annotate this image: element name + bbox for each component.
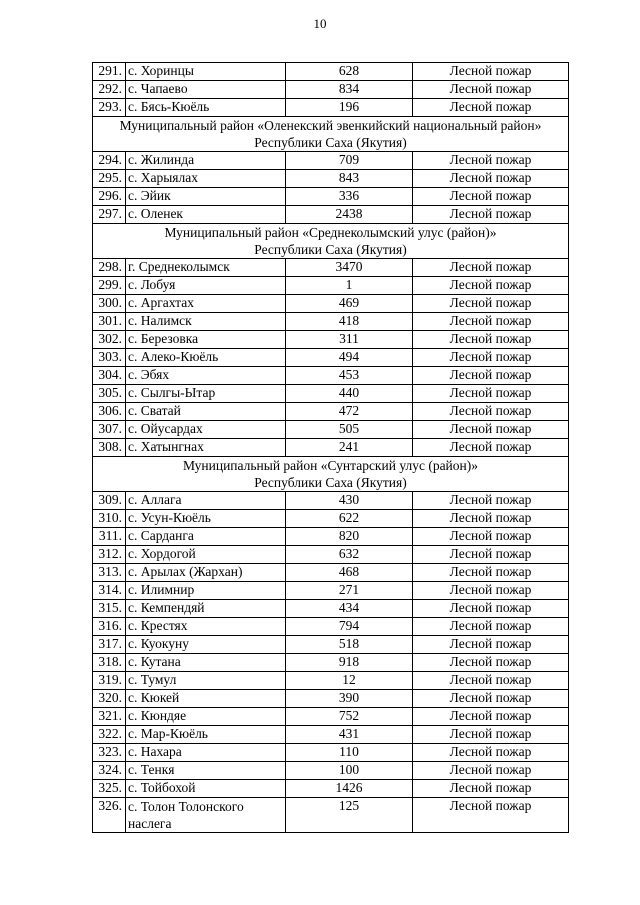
row-number-cell: 311. [93, 528, 126, 546]
settlement-name-cell: с. Эбях [126, 367, 286, 385]
population-cell: 834 [286, 81, 413, 99]
row-number-cell: 298. [93, 259, 126, 277]
row-number-cell: 296. [93, 188, 126, 206]
row-number-cell: 322. [93, 726, 126, 744]
population-cell: 3470 [286, 259, 413, 277]
table-row [93, 600, 569, 618]
population-cell: 110 [286, 744, 413, 762]
emergency-type-cell: Лесной пожар [413, 690, 569, 708]
population-cell: 390 [286, 690, 413, 708]
population-cell: 1 [286, 277, 413, 295]
emergency-type-cell: Лесной пожар [413, 546, 569, 564]
table-row [93, 636, 569, 654]
population-cell: 469 [286, 295, 413, 313]
table-row [93, 206, 569, 224]
settlement-name-cell: с. Алеко-Кюёль [126, 349, 286, 367]
settlement-name-cell: с. Куокуну [126, 636, 286, 654]
emergency-type-cell: Лесной пожар [413, 170, 569, 188]
table-row [93, 403, 569, 421]
emergency-type-cell: Лесной пожар [413, 528, 569, 546]
settlement-name-cell: с. Сылгы-Ытар [126, 385, 286, 403]
emergency-type-cell: Лесной пожар [413, 564, 569, 582]
page-number: 10 [313, 16, 327, 31]
population-cell: 505 [286, 421, 413, 439]
district-region: Республики Саха (Якутия) [254, 135, 407, 150]
population-cell: 311 [286, 331, 413, 349]
row-number-cell: 308. [93, 439, 126, 457]
emergency-type-cell: Лесной пожар [413, 152, 569, 170]
settlement-name-cell: с. Илимнир [126, 582, 286, 600]
population-cell: 440 [286, 385, 413, 403]
population-cell: 843 [286, 170, 413, 188]
emergency-type-cell: Лесной пожар [413, 385, 569, 403]
settlement-name-cell: с. Ойусардах [126, 421, 286, 439]
settlement-name-cell: с. Тойбохой [126, 780, 286, 798]
settlement-name-cell: с. Жилинда [126, 152, 286, 170]
row-number-cell: 306. [93, 403, 126, 421]
emergency-type-cell: Лесной пожар [413, 206, 569, 224]
table-row [93, 672, 569, 690]
population-cell: 472 [286, 403, 413, 421]
settlement-name-cell: с. Оленек [126, 206, 286, 224]
settlement-name-cell: с. Тенкя [126, 762, 286, 780]
emergency-type-cell: Лесной пожар [413, 618, 569, 636]
row-number-cell: 323. [93, 744, 126, 762]
row-number-cell: 294. [93, 152, 126, 170]
emergency-type-cell: Лесной пожар [413, 331, 569, 349]
population-cell: 494 [286, 349, 413, 367]
settlement-name-cell: с. Хордогой [126, 546, 286, 564]
table-row [93, 385, 569, 403]
row-number-cell: 319. [93, 672, 126, 690]
emergency-type-cell: Лесной пожар [413, 295, 569, 313]
table-row [93, 331, 569, 349]
row-number-cell: 297. [93, 206, 126, 224]
table-row [93, 744, 569, 762]
population-cell: 632 [286, 546, 413, 564]
table-row [93, 99, 569, 117]
row-number-cell: 318. [93, 654, 126, 672]
population-cell: 518 [286, 636, 413, 654]
population-cell: 709 [286, 152, 413, 170]
table-row [93, 690, 569, 708]
emergency-type-cell: Лесной пожар [413, 654, 569, 672]
row-number-cell: 293. [93, 99, 126, 117]
emergency-type-cell: Лесной пожар [413, 277, 569, 295]
settlement-name-cell: с. Кюкей [126, 690, 286, 708]
settlement-name-cell: с. Лобуя [126, 277, 286, 295]
settlement-name-cell: с. Мар-Кюёль [126, 726, 286, 744]
population-cell: 100 [286, 762, 413, 780]
emergency-type-cell: Лесной пожар [413, 726, 569, 744]
table-row [93, 798, 569, 833]
population-cell: 468 [286, 564, 413, 582]
population-cell: 125 [286, 798, 413, 833]
table-row [93, 564, 569, 582]
table-row [93, 188, 569, 206]
population-cell: 453 [286, 367, 413, 385]
settlement-name-cell: с. Харыялах [126, 170, 286, 188]
row-number-cell: 309. [93, 492, 126, 510]
emergency-type-cell: Лесной пожар [413, 349, 569, 367]
row-number-cell: 299. [93, 277, 126, 295]
row-number-cell: 326. [93, 798, 126, 833]
section-header-row [93, 117, 569, 152]
emergency-type-cell: Лесной пожар [413, 492, 569, 510]
population-cell: 196 [286, 99, 413, 117]
emergency-type-cell: Лесной пожар [413, 63, 569, 81]
row-number-cell: 291. [93, 63, 126, 81]
table-row [93, 439, 569, 457]
emergency-type-cell: Лесной пожар [413, 81, 569, 99]
row-number-cell: 320. [93, 690, 126, 708]
emergency-type-cell: Лесной пожар [413, 367, 569, 385]
row-number-cell: 307. [93, 421, 126, 439]
row-number-cell: 317. [93, 636, 126, 654]
settlement-name-cell: с. Усун-Кюёль [126, 510, 286, 528]
population-cell: 12 [286, 672, 413, 690]
emergency-type-cell: Лесной пожар [413, 582, 569, 600]
emergency-type-cell: Лесной пожар [413, 708, 569, 726]
emergency-type-cell: Лесной пожар [413, 744, 569, 762]
row-number-cell: 321. [93, 708, 126, 726]
table-row [93, 170, 569, 188]
settlement-name-cell: с. Кутана [126, 654, 286, 672]
settlements-table [92, 62, 569, 833]
emergency-type-cell: Лесной пожар [413, 672, 569, 690]
row-number-cell: 304. [93, 367, 126, 385]
emergency-type-cell: Лесной пожар [413, 259, 569, 277]
row-number-cell: 325. [93, 780, 126, 798]
row-number-cell: 314. [93, 582, 126, 600]
district-name: Муниципальный район «Среднеколымский улус (район)» [164, 225, 497, 240]
row-number-cell: 292. [93, 81, 126, 99]
table-row [93, 546, 569, 564]
emergency-type-cell: Лесной пожар [413, 188, 569, 206]
population-cell: 434 [286, 600, 413, 618]
district-heading [93, 117, 569, 152]
settlement-name-cell: с. Сватай [126, 403, 286, 421]
row-number-cell: 295. [93, 170, 126, 188]
population-cell: 918 [286, 654, 413, 672]
table-row [93, 81, 569, 99]
table-row [93, 295, 569, 313]
settlement-name-cell: с. Чапаево [126, 81, 286, 99]
population-cell: 336 [286, 188, 413, 206]
table-row [93, 421, 569, 439]
population-cell: 622 [286, 510, 413, 528]
emergency-type-cell: Лесной пожар [413, 762, 569, 780]
settlement-name-cell: с. Арылах (Жархан) [126, 564, 286, 582]
table-row [93, 492, 569, 510]
emergency-type-cell: Лесной пожар [413, 780, 569, 798]
settlement-name-cell: с. Крестях [126, 618, 286, 636]
settlement-name-cell: с. Аллага [126, 492, 286, 510]
settlement-name-cell: с. Бясь-Кюёль [126, 99, 286, 117]
row-number-cell: 305. [93, 385, 126, 403]
emergency-type-cell: Лесной пожар [413, 600, 569, 618]
settlement-name-cell: с. Толон Толонского наслега [126, 798, 286, 833]
row-number-cell: 313. [93, 564, 126, 582]
emergency-type-cell: Лесной пожар [413, 439, 569, 457]
population-cell: 431 [286, 726, 413, 744]
row-number-cell: 324. [93, 762, 126, 780]
settlement-name-cell: с. Хоринцы [126, 63, 286, 81]
settlement-name-cell: с. Березовка [126, 331, 286, 349]
row-number-cell: 312. [93, 546, 126, 564]
settlement-name-cell: с. Сарданга [126, 528, 286, 546]
population-cell: 2438 [286, 206, 413, 224]
settlement-name-cell: с. Кюндяе [126, 708, 286, 726]
table-row [93, 367, 569, 385]
table-row [93, 762, 569, 780]
table-row [93, 313, 569, 331]
row-number-cell: 301. [93, 313, 126, 331]
table-row [93, 63, 569, 81]
population-cell: 820 [286, 528, 413, 546]
row-number-cell: 316. [93, 618, 126, 636]
table-row [93, 152, 569, 170]
population-cell: 271 [286, 582, 413, 600]
emergency-type-cell: Лесной пожар [413, 798, 569, 833]
settlement-name-cell: г. Среднеколымск [126, 259, 286, 277]
table-row [93, 349, 569, 367]
row-number-cell: 303. [93, 349, 126, 367]
district-heading [93, 457, 569, 492]
settlement-name-cell: с. Налимск [126, 313, 286, 331]
emergency-type-cell: Лесной пожар [413, 99, 569, 117]
table-row [93, 277, 569, 295]
district-name: Муниципальный район «Сунтарский улус (район)» [182, 458, 479, 473]
table-row [93, 510, 569, 528]
table-row [93, 528, 569, 546]
table-row [93, 708, 569, 726]
row-number-cell: 315. [93, 600, 126, 618]
emergency-type-cell: Лесной пожар [413, 403, 569, 421]
emergency-type-cell: Лесной пожар [413, 421, 569, 439]
settlement-name-cell: с. Нахара [126, 744, 286, 762]
population-cell: 430 [286, 492, 413, 510]
section-header-row [93, 457, 569, 492]
emergency-type-cell: Лесной пожар [413, 510, 569, 528]
settlement-name-cell: с. Хатынгнах [126, 439, 286, 457]
table-row [93, 618, 569, 636]
population-cell: 1426 [286, 780, 413, 798]
district-region: Республики Саха (Якутия) [254, 242, 407, 257]
settlement-name-cell: с. Тумул [126, 672, 286, 690]
population-cell: 241 [286, 439, 413, 457]
table-row [93, 654, 569, 672]
population-cell: 752 [286, 708, 413, 726]
population-cell: 628 [286, 63, 413, 81]
table-row [93, 780, 569, 798]
row-number-cell: 310. [93, 510, 126, 528]
row-number-cell: 302. [93, 331, 126, 349]
district-name: Муниципальный район «Оленекский эвенкийский национальный район» [119, 118, 542, 133]
settlement-name-cell: с. Аргахтах [126, 295, 286, 313]
district-heading [93, 224, 569, 259]
table-row [93, 259, 569, 277]
settlement-name-cell: с. Кемпендяй [126, 600, 286, 618]
table-row [93, 726, 569, 744]
settlement-name-cell: с. Эйик [126, 188, 286, 206]
section-header-row [93, 224, 569, 259]
emergency-type-cell: Лесной пожар [413, 313, 569, 331]
district-region: Республики Саха (Якутия) [254, 475, 407, 490]
emergency-type-cell: Лесной пожар [413, 636, 569, 654]
population-cell: 418 [286, 313, 413, 331]
row-number-cell: 300. [93, 295, 126, 313]
table-row [93, 582, 569, 600]
population-cell: 794 [286, 618, 413, 636]
